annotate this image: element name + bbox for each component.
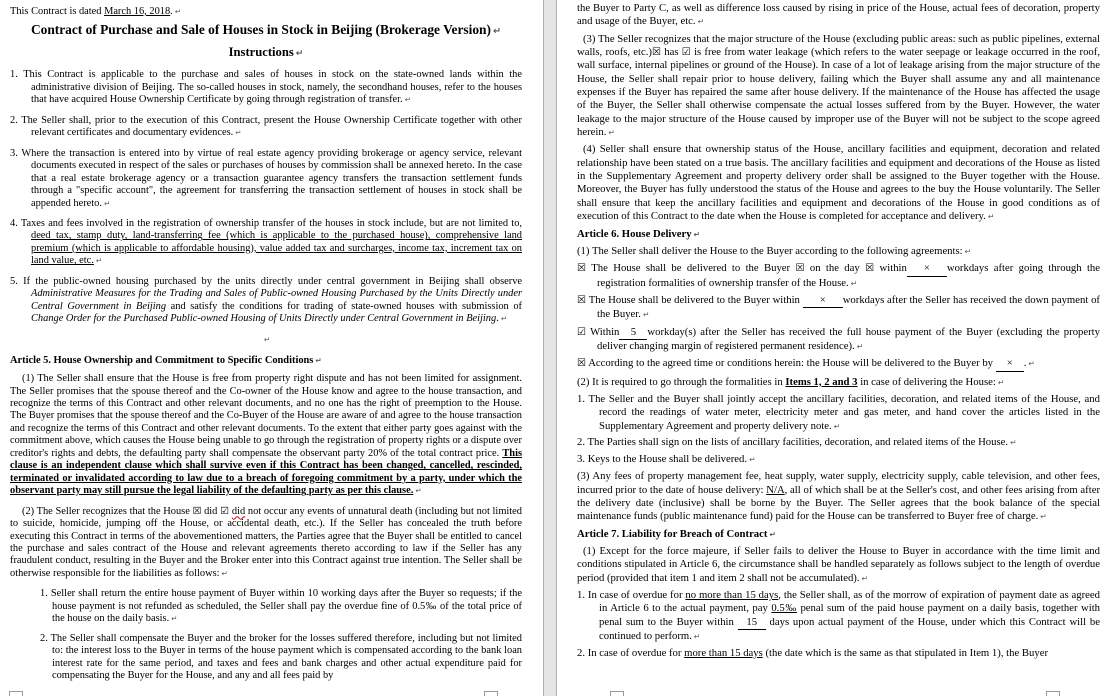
checkbox-checked-icon: ☑ [577, 326, 587, 338]
regulation-title-1: Administrative Measures for the Trading and Sales of Public-owned Housing Purchased by the Units Directly under Central Government in Beijing [31, 288, 522, 312]
a5-p2-post: not occur any events of unnatural death (including but not limited to suicide, homicide, jumping off the House, or accidental death, etc.). If the Seller has concealed the truth before executing this Contract in terms of the abovementioned matters, the Parties agree that the Buyer shall be entitled to cancel the purchase and sales contract of the House and relevant agreements thereto according to law if the Seller has any fraudulent conduct, resulting in the Buyer and the Broker enter into this Contract against true intention. The Seller shall be otherwise responsible for the liabilities as follows: [10, 505, 522, 579]
instruction-4-underlined-taxes: deed tax, stamp duty, land-transferring fee (which is applicable to the purchased house), comprehensive land premium (which is applicable to affordable housing), value added tax and surcharges, income tax, increment tax on land value, etc. [31, 230, 522, 267]
blank-5-workdays-value: 5 [619, 326, 647, 340]
paragraph-mark-icon: ↵ [492, 26, 502, 38]
paragraph-mark-icon: ↵ [404, 95, 411, 105]
checkbox-crossed-icon: ☒ [795, 263, 805, 275]
paragraph-mark-icon: ↵ [174, 7, 182, 16]
paragraph-mark-icon: ↵ [697, 17, 705, 27]
paragraph-mark-icon: ↵ [315, 355, 322, 365]
liability-item-2 [40, 633, 522, 683]
paragraph-mark-icon: ↵ [235, 128, 242, 138]
paragraph-mark-icon: ↵ [964, 246, 972, 256]
instruction-3-text: 3. Where the transaction is entered into by virtue of real estate agency providing brokerage or agency service, relevant documents executed in respect of the sales or purchases of houses by commission shall be annexed hereto. In the case that a real estate brokerage agency or a transaction guarantee agency transfers the transaction settlement funds through a "specific account", the agreement for transferring the transaction settlement of houses in stock shall be appended hereto. [10, 147, 522, 209]
overdue-1-days-value: 15 [738, 616, 766, 630]
article-7-paragraph-1 [577, 545, 1100, 585]
document-page-2[interactable] [557, 0, 1107, 696]
a5-p3-text: (3) The Seller recognizes that the major structure of the House (excluding public areas: such as public pipelines, external walls, roofs, etc.) [577, 32, 1100, 59]
option-3-text: Within [590, 325, 620, 338]
paragraph-mark-icon: ↵ [769, 529, 776, 539]
option-2-text: The House shall be delivered to the Buyer within [588, 293, 803, 306]
formality-2-text: 2. The Parties shall sign on the lists of ancillary facilities, decoration, and related items of the House. [577, 436, 1009, 449]
article-5-paragraph-1 [10, 373, 522, 498]
instruction-item-3 [10, 148, 522, 210]
formality-item-2 [577, 436, 1100, 449]
paragraph-mark-icon: ↵ [749, 455, 756, 465]
liability-2-text: 2. The Seller shall compensate the Buyer and the broker for the losses suffered therefore, including but not limited to: the interest loss to the Buyer in terms of the house payment which is compensated according to the bank loan interest rate for the same period, and taxes and fees and bank charges and other actual expenditure paid for compensating the Buyer for the House, and any and all fees paid by [40, 632, 522, 682]
checkbox-checked-icon: ☑ [681, 47, 691, 59]
paragraph-mark-icon: ↵ [693, 229, 701, 239]
checkbox-crossed-icon: ☒ [577, 263, 587, 275]
regulation-title-2: Change Order for the Purchased Public-owned Housing of Units Directly under Central Government in Beijing [31, 313, 497, 325]
checkbox-crossed-icon: ☒ [865, 263, 875, 275]
checkbox-crossed-icon: ☒ [651, 47, 662, 59]
liability-2-continuation-text: the Buyer to Party C, as well as difference loss caused by rising in price of the House, actual fees of decoration, property and usage of the Buyer, etc. [577, 2, 1100, 28]
a5-p2-option-did: did [201, 505, 221, 517]
paragraph-mark-icon: ↵ [850, 278, 858, 288]
a6-p3-text: (3) Any fees of property management fee, heat supply, water supply, electricity supply, cable television, and other fees, incurred prior to the date of house delivery: [577, 470, 1100, 496]
document-title [10, 21, 522, 40]
paragraph-mark-icon: ↵ [103, 198, 111, 208]
instructions-heading [10, 44, 522, 62]
date-line [10, 6, 522, 18]
a5-p3-option-has: has [661, 46, 682, 59]
document-page-1[interactable] [0, 0, 543, 696]
article-5-heading-text: Article 5. House Ownership and Commitment to Specific Conditions [10, 354, 314, 366]
checkbox-crossed-icon: ☒ [577, 358, 587, 370]
formality-1-text: 1. The Seller and the Buyer shall jointly accept the ancillary facilities, decoration, and related items of the House, and record the readings of water meter, electricity meter and gas meter, and hand cover the articles listed in the Supplementary Agreement and property delivery note. [577, 392, 1100, 432]
blank-delivery-by-value: × [996, 357, 1024, 371]
blank-workdays-value: × [907, 262, 947, 276]
instruction-item-1 [10, 69, 522, 106]
document-title-text: Contract of Purchase and Sale of Houses in Stock in Beijing (Brokerage Version) [30, 22, 491, 38]
article-7-heading [577, 528, 1100, 541]
overdue-2-tail: (the date which is the same as that stipulated in Item 1), the Buyer [762, 646, 1049, 659]
instruction-item-4 [10, 218, 522, 268]
checkbox-checked-icon: ☑ [220, 505, 229, 517]
instruction-1-text: 1. This Contract is applicable to the purchase and sales of houses in stock on the state-owned lands within the administrative division of Beijing. The so-called houses in stock, namely, the secondhand houses, refer to the houses that have acquired House Ownership Certificate by going through registration of transfer. [10, 69, 522, 106]
article-5-heading [10, 355, 522, 367]
paragraph-mark-icon: ↵ [415, 486, 422, 496]
checkbox-crossed-icon: ☒ [192, 505, 202, 517]
overdue-1-period: no more than 15 days [685, 588, 779, 601]
a5-p2-option-didnot-spellcheck: did [231, 505, 246, 517]
paragraph-mark-icon: ↵ [997, 377, 1005, 387]
paragraph-mark-icon: ↵ [987, 212, 995, 222]
paragraph-mark-icon: ↵ [500, 314, 508, 324]
text-boundary-mark [610, 691, 624, 696]
date-line-post: . [170, 6, 173, 17]
article-6-paragraph-2 [577, 376, 1100, 389]
text-boundary-mark [484, 691, 498, 696]
overdue-item-2 [577, 647, 1100, 660]
a6-p3-na-value: N/A [766, 483, 785, 496]
instruction-5-text: 5. If the public-owned housing purchased by the units directly under central government in Beijing shall observe [10, 275, 522, 287]
formality-item-1 [577, 393, 1100, 433]
instruction-item-2 [10, 115, 522, 140]
checkbox-crossed-icon: ☒ [577, 294, 587, 306]
delivery-option-2 [577, 294, 1100, 322]
paragraph-mark-icon: ↵ [221, 568, 228, 578]
text-boundary-mark [9, 691, 23, 696]
option-1-on-the-day: on the day [804, 262, 866, 275]
instructions-heading-text: Instructions [228, 45, 294, 60]
liability-2-continuation [577, 2, 1100, 29]
option-1-text: The House shall be delivered to the Buyer [591, 262, 796, 275]
instruction-5-mid: and satisfy the conditions for trading of state-owned houses with submission of [166, 300, 522, 312]
overdue-2-pre: 2. In case of overdue for [577, 646, 685, 659]
liability-1-text: 1. Seller shall return the entire house payment of Buyer within 10 working days after the Buyer so requests; if the house payment is not refunded as scheduled, the Seller shall pay the overdue fine of 0.5‰ of the total price of the house on the daily basis. [40, 588, 522, 625]
option-2-tail: workdays after the Seller has received the down payment of the Buyer. [597, 293, 1100, 321]
a5-p2-text: (2) The Seller recognizes that the House [22, 505, 193, 517]
a5-p3-post: is free from water leakage (which refers to the water seepage or leakage occurred in the roof, wall surface, internal pipelines or ground of the House). In case of a lot of leakage arising from the major structure of the House, the Seller shall repair prior to house delivery, failing which the Buyer shall assume any and all maintenance expenses if the Buyer has repaired the same after house delivery. If the maintenance of the House has affected the usage of the Buyer, the Seller shall otherwise compensate the actual losses suffered from by the Buyer. However, the water leakage to the major structure of the House caused by improper use of the Buyer will not be subject to the scope agreed herein. [577, 46, 1101, 139]
paragraph-mark-icon: ↵ [1040, 512, 1047, 522]
overdue-2-period: more than 15 days [684, 646, 763, 659]
a6-p2-post: in case of delivering the House: [857, 375, 996, 388]
a6-p1-text: (1) The Seller shall deliver the House to the Buyer according to the following agreements: [577, 244, 963, 257]
a5-p1-text: (1) The Seller shall ensure that the House is free from property right dispute and has not been limited for assignment. The Seller promises that the spouse thereof and the Co-owner of the House know and agree to the house transaction, and recognize the terms of this Contract and other relevant documents, and no one has the right of preemption to the House. The Buyer promises that the spouse thereof and the Co-Buyer of the House are aware of and agree to the house transaction and recognize the terms of this Contract and other relevant documents. To the extent that either party goes against with the commitment above, which causes the House being unable to go through the registration of property rights or a dispute over creditor's rights and debts, the defaulting party shall compensate the observant party 20% of the total contract price. [10, 373, 522, 459]
a6-p2-items-ref: Items 1, 2 and 3 [785, 375, 858, 388]
paragraph-mark-icon: ↵ [1028, 359, 1035, 369]
paragraph-mark-icon: ↵ [642, 310, 650, 320]
option-1-within: within [874, 262, 907, 275]
a6-p3-post: , all of which shall be at the Seller's cost, and other fees arising from after the delivery date (inclusive) shall be borne by the Buyer. The Seller agrees that the book balance of the special maintenance funds (public maintenance fund) paid for the House can be transferred to Buyer free of charge. [577, 483, 1101, 523]
paragraph-mark-icon: ↵ [856, 341, 864, 351]
paragraph-mark-icon: ↵ [693, 631, 701, 641]
article-5-paragraph-3 [577, 33, 1100, 140]
instruction-2-text: 2. The Seller shall, prior to the execution of this Contract, present the House Ownership Certificate together with other relevant certificates and documentary evidences. [10, 114, 522, 139]
article-6-paragraph-3 [577, 470, 1100, 523]
paragraph-mark-icon: ↵ [171, 614, 178, 624]
option-3-tail: workday(s) after the Seller has received the full house payment of the Buyer (excluding the property deliver changing margin of registered permanent residence). [597, 325, 1100, 352]
delivery-option-1 [577, 262, 1100, 290]
option-4-tail: . [1023, 357, 1027, 370]
a6-p2-text: (2) It is required to go through the formalities in [577, 375, 786, 388]
paragraph-mark-icon: ↵ [608, 128, 615, 138]
page-gap [543, 0, 557, 696]
a7-p1-text: (1) Except for the force majeure, if Seller fails to deliver the House to Buyer in accordance with the time limit and conditions stipulated in Article 6, the circumstance shall be handled separately as follows subject to the length of overdue period (provided that item 1 and item 2 shall not be accumulated). [577, 544, 1100, 584]
empty-paragraph [10, 334, 522, 346]
article-7-heading-text: Article 7. Liability for Breach of Contract [577, 527, 768, 540]
article-5-paragraph-2 [10, 506, 522, 581]
delivery-option-3 [577, 326, 1100, 354]
overdue-1-mid2: penal sum of the paid house payment on a daily basis, together with penal sum to the Buyer within [599, 602, 1101, 628]
option-4-text: According to the agreed time or conditions herein: the House will be delivered to the Buyer by [588, 357, 996, 370]
paragraph-mark-icon: ↵ [861, 573, 868, 583]
a5-p4-text: (4) Seller shall ensure that ownership status of the House, ancillary facilities and equipment, decoration and related relationship have been stated on a true basis. The ancillary facilities and equipment and decorations of the House as listed in the Supplementary Agreement and property delivery order shall be assigned to the Buyer together with the House. Moreover, the Buyer has fully understood the status of the House and agrees to the buy the House voluntarily. The Seller shall ensure that keep the ancillary facilities and equipment and decorations of the House in good conditions as of execution of this Contract to the date when the House is completed for acceptance and delivery. [577, 143, 1100, 223]
formality-item-3 [577, 453, 1100, 466]
overdue-1-pre: 1. In case of overdue for [577, 588, 686, 601]
instruction-5-post: . [496, 313, 499, 325]
contract-date: March 16, 2018 [104, 6, 171, 17]
delivery-option-4 [577, 357, 1100, 371]
paragraph-mark-icon: ↵ [263, 334, 271, 344]
instruction-4-text: 4. Taxes and fees involved in the registration of ownership transfer of the houses in stock include, but are not limited to, [10, 217, 522, 229]
article-6-paragraph-1 [577, 245, 1100, 258]
overdue-1-mid1: , the Seller shall, as of the morrow of expiration of payment date as agreed in Article 6 to the actual payment, pay [599, 588, 1100, 615]
paragraph-mark-icon: ↵ [95, 256, 103, 266]
option-1-tail: workdays after going through the registration formalities of ownership transfer of the House. [597, 262, 1100, 289]
paragraph-mark-icon: ↵ [295, 49, 304, 60]
blank-workdays-value: × [803, 294, 843, 308]
date-line-pre: This Contract is dated [10, 6, 105, 17]
article-5-paragraph-4 [577, 143, 1100, 223]
article-6-heading [577, 228, 1100, 241]
article-6-heading-text: Article 6. House Delivery [577, 227, 692, 240]
overdue-1-tail: days upon actual payment of the House, under which this Contract will be continued to perform. [599, 615, 1100, 642]
overdue-1-penal-rate: 0.5‰ [771, 602, 797, 615]
overdue-item-1 [577, 589, 1100, 643]
paragraph-mark-icon: ↵ [833, 421, 841, 431]
paragraph-mark-icon: ↵ [1010, 438, 1017, 448]
liability-item-1 [40, 588, 522, 625]
text-boundary-mark [1046, 691, 1060, 696]
formality-3-text: 3. Keys to the House shall be delivered. [577, 453, 748, 466]
a5-p1-independent-clause: This clause is an independent clause which shall survive even if this Contract has been changed, cancelled, rescinded, terminated or invalidated according to law due to a breach of foregoing commitment by a party, under which the observant party may still pursue the legal liability of the defaulting party as per this clause. [10, 447, 522, 497]
instruction-item-5 [10, 276, 522, 326]
